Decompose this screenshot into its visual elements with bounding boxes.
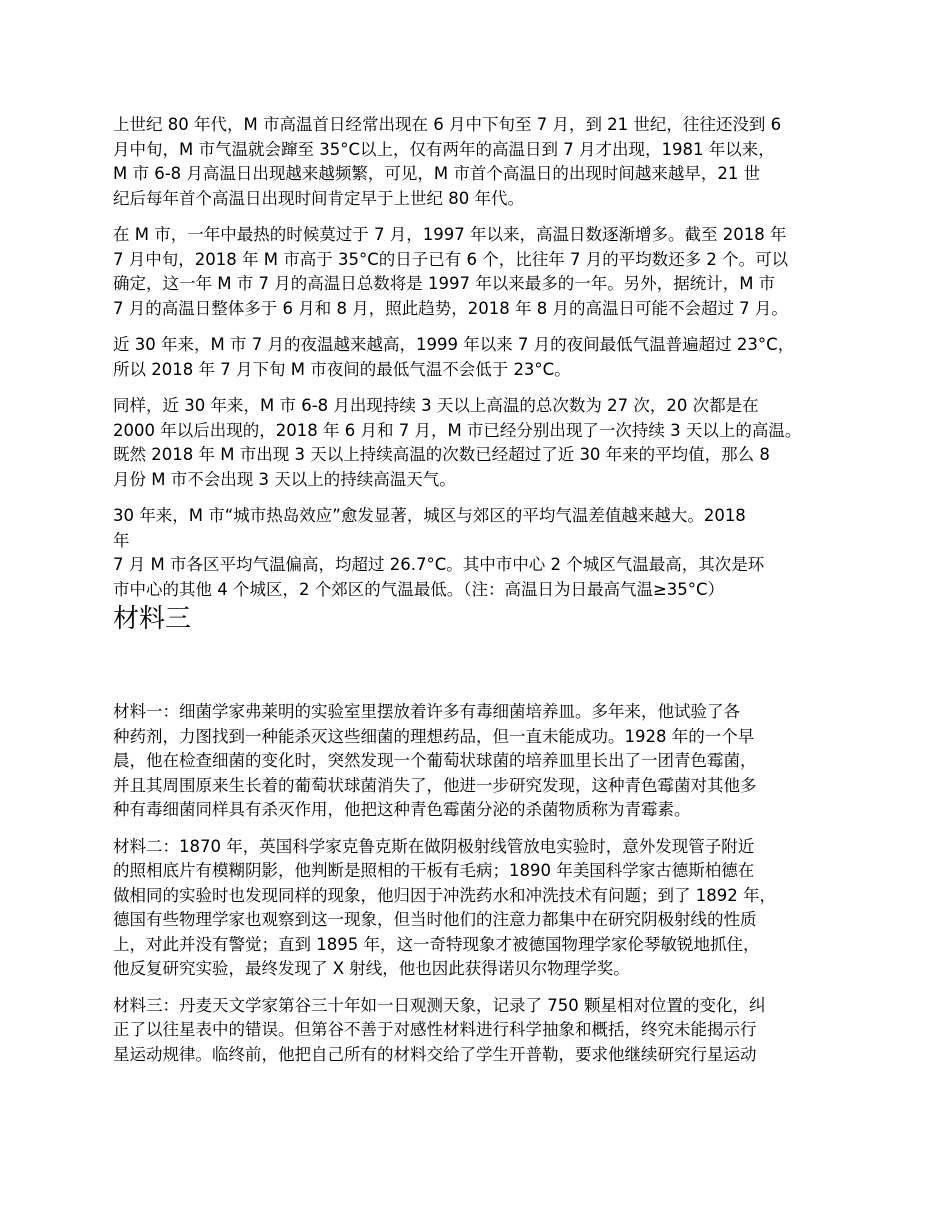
text-line: 近 30 年来，M 市 7 月的夜温越来越高，1999 年以来 7 月的夜间最低气温普遍超过 23°C， [113,335,795,354]
text-line: 做相同的实验时也发现同样的现象，他归因于冲洗药水和冲洗技术有问题；到了 1892 年， [113,885,776,905]
text-line: 年 [113,530,130,550]
text-line: 在 M 市，一年中最热的时候莫过于 7 月，1997 年以来，高温日数逐渐增多。截至 2018 年 [113,225,787,244]
heading-spacer [113,636,858,700]
text-line: 确定，这一年 M 市 7 月的高温日总数将是 1997 年以来最多的一年。另外，据统计，M 市 [113,274,776,293]
text-line: 德国有些物理学家也观察到这一现象，但当时他们的注意力都集中在研究阴极射线的性质 [113,910,757,929]
text-line: 同样，近 30 年来，M 市 6-8 月出现持续 3 天以上高温的总次数为 27 次，20 次都是在 [113,396,759,415]
text-line: 种有毒细菌同样具有杀灭作用，他把这种青色霉菌分泌的杀菌物质称为青霉素。 [113,800,691,819]
document-page [113,113,858,1067]
text-line: 纪后每年首个高温日出现时间肯定早于上世纪 80 年代。 [113,188,524,208]
text-line: 晨，他在检查细菌的变化时，突然发现一个葡萄状球菌的培养皿里长出了一团青色霉菌， [113,751,757,770]
text-line: 材料一：细菌学家弗莱明的实验室里摆放着许多有毒细菌培养皿。多年来，他试验了各 [113,702,740,721]
text-line: M 市 6-8 月高温日出现越来越频繁，可见，M 市首个高温日的出现时间越来越早，21 世 [113,164,761,183]
text-line: 30 年来，M 市“城市热岛效应”愈发显著，城区与郊区的平均气温差值越来越大。2018 [113,506,746,525]
text-line: 所以 2018 年 7 月下旬 M 市夜间的最低气温不会低于 23°C。 [113,359,571,379]
text-line: 材料二：1870 年，英国科学家克鲁克斯在做阴极射线管放电实验时，意外发现管子附近 [113,836,755,856]
text-line: 7 月 M 市各区平均气温偏高，均超过 26.7°C。其中市中心 2 个城区气温最高，其次是环 [113,555,765,574]
text-line: 种药剂，力图找到一种能杀灭这些细菌的理想药品，但一直未能成功。1928 年的一个早 [113,726,755,746]
text-line: 7 月中旬，2018 年 M 市高于 35°C的日子已有 6 个，比往年 7 月的平均数还多 2 个。可以 [113,249,789,269]
paragraph-july-heat-days [113,223,858,321]
text-line: 市中心的其他 4 个城区，2 个郊区的气温最低。（注：高温日为日最高气温≥35°C） [113,579,725,599]
text-line: 正了以往星表中的错误。但第谷不善于对感性材料进行科学抽象和概括，终究未能揭示行 [113,1020,757,1039]
text-line: 2000 年以后出现的，2018 年 6 月和 7 月，M 市已经分别出现了一次持续 3 天以上的高温。 [113,420,802,440]
text-line: 上，对此并没有警觉；直到 1895 年，这一奇特现象才被德国物理学家伦琴敏锐地抓住， [113,934,760,954]
text-line: 材料三：丹麦天文学家第谷三十年如一日观测天象，记录了 750 颗星相对位置的变化，纠 [113,995,766,1015]
paragraph-continuous-heat [113,394,858,492]
paragraph-spacer [113,982,858,994]
section-heading: 材料三 [113,604,192,634]
text-line: 的照相底片有模糊阴影，他判断是照相的干板有毛病；1890 年美国科学家古德斯柏德在 [113,861,755,880]
paragraph-spacer [113,492,858,504]
text-line: 7 月的高温日整体多于 6 月和 8 月，照此趋势，2018 年 8 月的高温日可能不会超过 7 月。 [113,298,788,318]
paragraph-material-three [113,994,858,1068]
text-line: 他反复研究实验，最终发现了 X 射线，他也因此获得诺贝尔物理学奖。 [113,959,630,978]
text-line: 月中旬，M 市气温就会蹿至 35°C以上，仅有两年的高温日到 7 月才出现，1981 年以来， [113,139,775,159]
text-line: 星运动规律。临终前，他把自己所有的材料交给了学生开普勒，要求他继续研究行星运动 [113,1044,757,1064]
paragraph-spacer [113,823,858,835]
paragraph-first-heat-day [113,113,858,211]
text-line: 既然 2018 年 M 市出现 3 天以上持续高温的次数已经超过了近 30 年来的平均值，那么 8 [113,445,770,464]
text-line: 月份 M 市不会出现 3 天以上的持续高温天气。 [113,469,456,489]
text-line: 并且其周围原来生长着的葡萄状球菌消失了，他进一步研究发现，这种青色霉菌对其他多 [113,775,757,795]
text-line: 上世纪 80 年代，M 市高温首日经常出现在 6 月中下旬至 7 月，到 21 世纪，往往还没到 6 [113,115,782,134]
paragraph-spacer [113,211,858,223]
paragraph-night-temperature [113,333,858,382]
paragraph-material-one [113,700,858,823]
paragraph-heat-island [113,504,858,602]
paragraph-spacer [113,321,858,333]
paragraph-material-two [113,835,858,982]
paragraph-spacer [113,382,858,394]
